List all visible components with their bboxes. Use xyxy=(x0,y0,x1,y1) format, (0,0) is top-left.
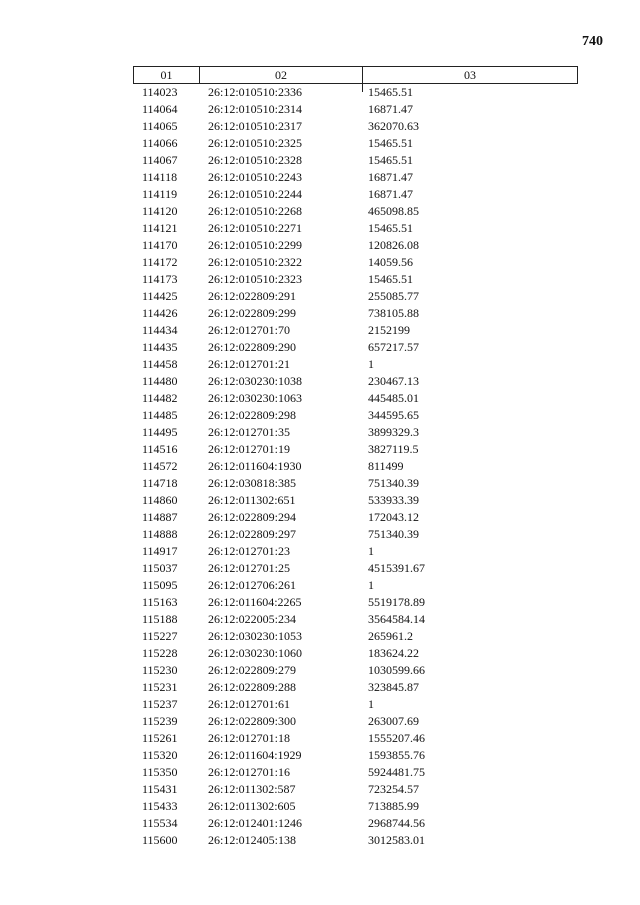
cell-cadastral-number: 26:12:012405:138 xyxy=(208,833,297,847)
cell-cadastral-number: 26:12:022809:294 xyxy=(208,510,297,524)
cell-value: 533933.39 xyxy=(368,493,419,507)
cell-cadastral-number: 26:12:010510:2243 xyxy=(208,170,303,184)
table-row xyxy=(133,560,578,577)
cell-code: 115431 xyxy=(142,782,178,796)
cell-code: 114458 xyxy=(142,357,178,371)
table-row xyxy=(133,254,578,271)
table-row xyxy=(133,101,578,118)
table-row xyxy=(133,322,578,339)
cell-code: 115320 xyxy=(142,748,178,762)
column-header-03: 03 xyxy=(464,67,476,82)
cell-cadastral-number: 26:12:011604:1930 xyxy=(208,459,302,473)
cell-value: 1555207.46 xyxy=(368,731,425,745)
table-row xyxy=(133,645,578,662)
cell-value: 811499 xyxy=(368,459,404,473)
cell-cadastral-number: 26:12:012701:19 xyxy=(208,442,291,456)
cell-cadastral-number: 26:12:010510:2323 xyxy=(208,272,303,286)
cell-code: 115095 xyxy=(142,578,178,592)
cell-code: 114435 xyxy=(142,340,178,354)
table-row xyxy=(133,594,578,611)
cell-value: 323845.87 xyxy=(368,680,419,694)
cell-code: 114572 xyxy=(142,459,178,473)
cell-value: 362070.63 xyxy=(368,119,419,133)
cell-cadastral-number: 26:12:011302:651 xyxy=(208,493,296,507)
cell-value: 5519178.89 xyxy=(368,595,425,609)
cell-code: 114482 xyxy=(142,391,178,405)
cell-code: 114888 xyxy=(142,527,178,541)
column-header-01: 01 xyxy=(134,67,200,83)
cell-value: 15465.51 xyxy=(368,272,413,286)
table-row xyxy=(133,475,578,492)
cell-code: 114023 xyxy=(142,85,178,99)
cell-cadastral-number: 26:12:011302:605 xyxy=(208,799,296,813)
table-row xyxy=(133,526,578,543)
cell-cadastral-number: 26:12:022809:297 xyxy=(208,527,297,541)
cell-code: 115237 xyxy=(142,697,178,711)
cell-cadastral-number: 26:12:022809:291 xyxy=(208,289,297,303)
table-row xyxy=(133,577,578,594)
cell-code: 115239 xyxy=(142,714,178,728)
cell-cadastral-number: 26:12:011604:1929 xyxy=(208,748,302,762)
table-row xyxy=(133,390,578,407)
cell-value: 255085.77 xyxy=(368,289,419,303)
cell-cadastral-number: 26:12:012401:1246 xyxy=(208,816,303,830)
table-row xyxy=(133,781,578,798)
table-row xyxy=(133,713,578,730)
cell-cadastral-number: 26:12:012701:18 xyxy=(208,731,291,745)
table-row xyxy=(133,84,578,101)
cell-code: 114426 xyxy=(142,306,178,320)
cell-cadastral-number: 26:12:010510:2299 xyxy=(208,238,303,252)
cell-value: 3827119.5 xyxy=(368,442,419,456)
table-row xyxy=(133,832,578,849)
cell-code: 114860 xyxy=(142,493,178,507)
cell-cadastral-number: 26:12:022809:299 xyxy=(208,306,297,320)
cell-code: 114516 xyxy=(142,442,178,456)
cell-code: 115227 xyxy=(142,629,178,643)
cell-code: 115534 xyxy=(142,816,178,830)
cell-cadastral-number: 26:12:022809:288 xyxy=(208,680,297,694)
cell-code: 115163 xyxy=(142,595,178,609)
cell-cadastral-number: 26:12:022809:300 xyxy=(208,714,297,728)
cell-code: 114425 xyxy=(142,289,178,303)
cell-code: 114065 xyxy=(142,119,178,133)
cell-value: 713885.99 xyxy=(368,799,419,813)
cell-value: 5924481.75 xyxy=(368,765,425,779)
cell-value: 120826.08 xyxy=(368,238,419,252)
table-row xyxy=(133,288,578,305)
cell-cadastral-number: 26:12:011604:2265 xyxy=(208,595,302,609)
cell-cadastral-number: 26:12:030818:385 xyxy=(208,476,297,490)
cell-value: 1 xyxy=(368,697,374,711)
cell-code: 114718 xyxy=(142,476,178,490)
cell-cadastral-number: 26:12:012701:61 xyxy=(208,697,291,711)
table-row xyxy=(133,271,578,288)
cell-value: 738105.88 xyxy=(368,306,419,320)
cell-cadastral-number: 26:12:012701:70 xyxy=(208,323,291,337)
page-number: 740 xyxy=(582,34,603,49)
cell-code: 114887 xyxy=(142,510,178,524)
table-row xyxy=(133,169,578,186)
cell-cadastral-number: 26:12:010510:2314 xyxy=(208,102,303,116)
cell-cadastral-number: 26:12:022809:290 xyxy=(208,340,297,354)
table-row xyxy=(133,373,578,390)
table-row xyxy=(133,679,578,696)
column-header-02: 02 xyxy=(200,67,363,83)
cell-value: 344595.65 xyxy=(368,408,419,422)
table-row xyxy=(133,305,578,322)
table-row xyxy=(133,237,578,254)
cell-cadastral-number: 26:12:010510:2244 xyxy=(208,187,303,201)
cell-cadastral-number: 26:12:012701:23 xyxy=(208,544,291,558)
cell-code: 114495 xyxy=(142,425,178,439)
cell-value: 657217.57 xyxy=(368,340,419,354)
cell-value: 1 xyxy=(368,357,374,371)
table-row xyxy=(133,611,578,628)
cell-cadastral-number: 26:12:010510:2322 xyxy=(208,255,303,269)
table-row xyxy=(133,543,578,560)
cell-value: 3564584.14 xyxy=(368,612,425,626)
table-row xyxy=(133,747,578,764)
cell-value: 751340.39 xyxy=(368,476,419,490)
table-header xyxy=(133,66,578,84)
cell-value: 3012583.01 xyxy=(368,833,425,847)
table-row xyxy=(133,118,578,135)
data-table xyxy=(133,66,578,849)
cell-cadastral-number: 26:12:012701:16 xyxy=(208,765,291,779)
cell-value: 16871.47 xyxy=(368,102,413,116)
cell-cadastral-number: 26:12:022809:279 xyxy=(208,663,297,677)
cell-code: 114121 xyxy=(142,221,178,235)
cell-code: 115350 xyxy=(142,765,178,779)
cell-code: 114170 xyxy=(142,238,178,252)
cell-value: 1030599.66 xyxy=(368,663,425,677)
cell-value: 15465.51 xyxy=(368,153,413,167)
cell-cadastral-number: 26:12:010510:2336 xyxy=(208,85,303,99)
cell-cadastral-number: 26:12:022809:298 xyxy=(208,408,297,422)
cell-value: 2152199 xyxy=(368,323,410,337)
cell-code: 114066 xyxy=(142,136,178,150)
table-body xyxy=(133,84,578,849)
table-row xyxy=(133,203,578,220)
cell-value: 465098.85 xyxy=(368,204,419,218)
table-row xyxy=(133,509,578,526)
table-row xyxy=(133,815,578,832)
cell-value: 265961.2 xyxy=(368,629,413,643)
cell-code: 115231 xyxy=(142,680,178,694)
cell-value: 2968744.56 xyxy=(368,816,425,830)
table-row xyxy=(133,407,578,424)
cell-cadastral-number: 26:12:012701:21 xyxy=(208,357,291,371)
cell-value: 3899329.3 xyxy=(368,425,419,439)
cell-cadastral-number: 26:12:011302:587 xyxy=(208,782,296,796)
cell-cadastral-number: 26:12:010510:2328 xyxy=(208,153,303,167)
cell-code: 114064 xyxy=(142,102,178,116)
cell-value: 14059.56 xyxy=(368,255,413,269)
table-row xyxy=(133,458,578,475)
cell-value: 16871.47 xyxy=(368,187,413,201)
cell-code: 114172 xyxy=(142,255,178,269)
cell-value: 263007.69 xyxy=(368,714,419,728)
cell-value: 15465.51 xyxy=(368,221,413,235)
cell-cadastral-number: 26:12:030230:1060 xyxy=(208,646,303,660)
table-row xyxy=(133,730,578,747)
table-row xyxy=(133,186,578,203)
table-row xyxy=(133,764,578,781)
cell-cadastral-number: 26:12:010510:2268 xyxy=(208,204,303,218)
table-row xyxy=(133,492,578,509)
cell-code: 115600 xyxy=(142,833,178,847)
cell-value: 172043.12 xyxy=(368,510,419,524)
cell-code: 114917 xyxy=(142,544,178,558)
cell-code: 114173 xyxy=(142,272,178,286)
cell-value: 183624.22 xyxy=(368,646,419,660)
cell-value: 15465.51 xyxy=(368,136,413,150)
cell-value: 445485.01 xyxy=(368,391,419,405)
cell-code: 114434 xyxy=(142,323,178,337)
table-row xyxy=(133,662,578,679)
cell-cadastral-number: 26:12:030230:1053 xyxy=(208,629,303,643)
table-row xyxy=(133,424,578,441)
cell-code: 114118 xyxy=(142,170,178,184)
table-row xyxy=(133,798,578,815)
table-row xyxy=(133,135,578,152)
cell-cadastral-number: 26:12:010510:2317 xyxy=(208,119,303,133)
table-row xyxy=(133,356,578,373)
cell-code: 115037 xyxy=(142,561,178,575)
cell-cadastral-number: 26:12:030230:1063 xyxy=(208,391,303,405)
cell-cadastral-number: 26:12:010510:2325 xyxy=(208,136,303,150)
cell-value: 1593855.76 xyxy=(368,748,425,762)
cell-cadastral-number: 26:12:010510:2271 xyxy=(208,221,303,235)
cell-code: 115261 xyxy=(142,731,178,745)
cell-value: 1 xyxy=(368,578,374,592)
table-row xyxy=(133,696,578,713)
table-row xyxy=(133,441,578,458)
cell-code: 115230 xyxy=(142,663,178,677)
cell-cadastral-number: 26:12:012701:35 xyxy=(208,425,291,439)
cell-code: 115188 xyxy=(142,612,178,626)
cell-code: 114120 xyxy=(142,204,178,218)
table-row xyxy=(133,339,578,356)
cell-cadastral-number: 26:12:030230:1038 xyxy=(208,374,303,388)
cell-code: 114067 xyxy=(142,153,178,167)
cell-value: 15465.51 xyxy=(368,85,413,99)
table-row xyxy=(133,152,578,169)
cell-code: 114480 xyxy=(142,374,178,388)
cell-value: 16871.47 xyxy=(368,170,413,184)
cell-value: 723254.57 xyxy=(368,782,419,796)
cell-value: 230467.13 xyxy=(368,374,419,388)
cell-cadastral-number: 26:12:022005:234 xyxy=(208,612,297,626)
table-row xyxy=(133,220,578,237)
cell-cadastral-number: 26:12:012701:25 xyxy=(208,561,291,575)
cell-code: 115228 xyxy=(142,646,178,660)
cell-value: 1 xyxy=(368,544,374,558)
cell-value: 751340.39 xyxy=(368,527,419,541)
cell-code: 115433 xyxy=(142,799,178,813)
cell-cadastral-number: 26:12:012706:261 xyxy=(208,578,297,592)
cell-code: 114119 xyxy=(142,187,178,201)
cell-code: 114485 xyxy=(142,408,178,422)
cell-value: 4515391.67 xyxy=(368,561,425,575)
table-row xyxy=(133,628,578,645)
